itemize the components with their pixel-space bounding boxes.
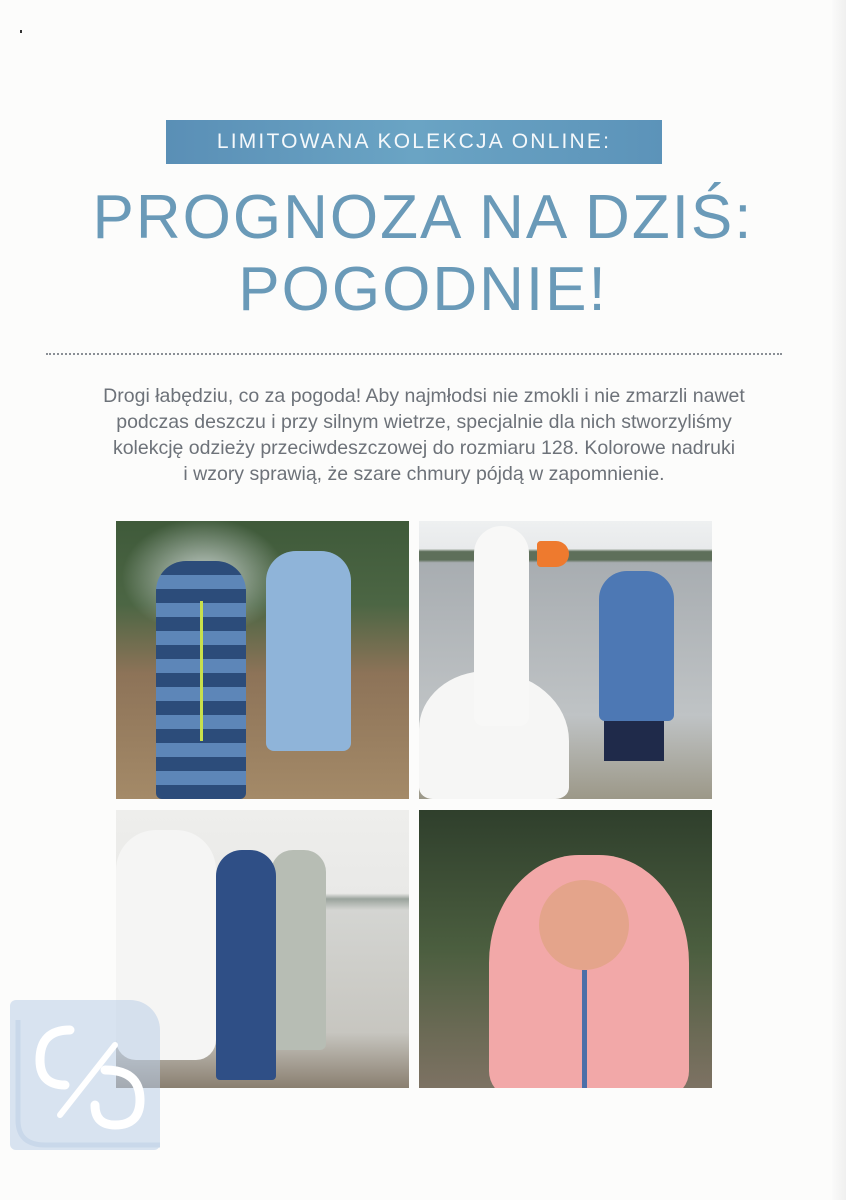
page-edge xyxy=(832,0,846,1200)
page-title xyxy=(40,182,806,326)
photo-boy-swan xyxy=(419,521,712,799)
print-speck xyxy=(20,30,22,33)
collection-banner xyxy=(166,120,662,164)
intro-line: podczas deszczu i przy silnym wietrze, specjalnie dla nich stworzyliśmy xyxy=(116,411,732,433)
child-figure xyxy=(271,850,326,1050)
title-line-1: PROGNOZA NA DZIŚ: xyxy=(92,183,754,252)
child-figure xyxy=(266,551,351,751)
intro-paragraph xyxy=(44,383,804,487)
zipper xyxy=(200,601,203,741)
intro-line: kolekcję odzieży przeciwdeszczowej do rozmiaru 128. Kolorowe nadruki xyxy=(112,437,736,459)
photo-girl-rain xyxy=(419,810,712,1088)
intro-line: i wzory sprawią, że szare chmury pójdą w zapomnienie. xyxy=(183,463,665,485)
title-line-2: POGODNIE! xyxy=(238,255,608,324)
banner-text: LIMITOWANA KOLEKCJA ONLINE: xyxy=(216,130,612,153)
child-figure xyxy=(216,850,276,1080)
dotted-divider xyxy=(46,353,782,355)
percent-icon xyxy=(10,1000,160,1150)
zipper xyxy=(582,970,587,1088)
swan-beak xyxy=(537,541,569,567)
swan-neck xyxy=(474,526,529,726)
child-figure xyxy=(599,571,674,721)
photo-kids-umbrella xyxy=(116,521,409,799)
child-face xyxy=(539,880,629,970)
intro-line: Drogi łabędziu, co za pogoda! Aby najmłodsi nie zmokli i nie zmarzli nawet xyxy=(103,385,745,407)
